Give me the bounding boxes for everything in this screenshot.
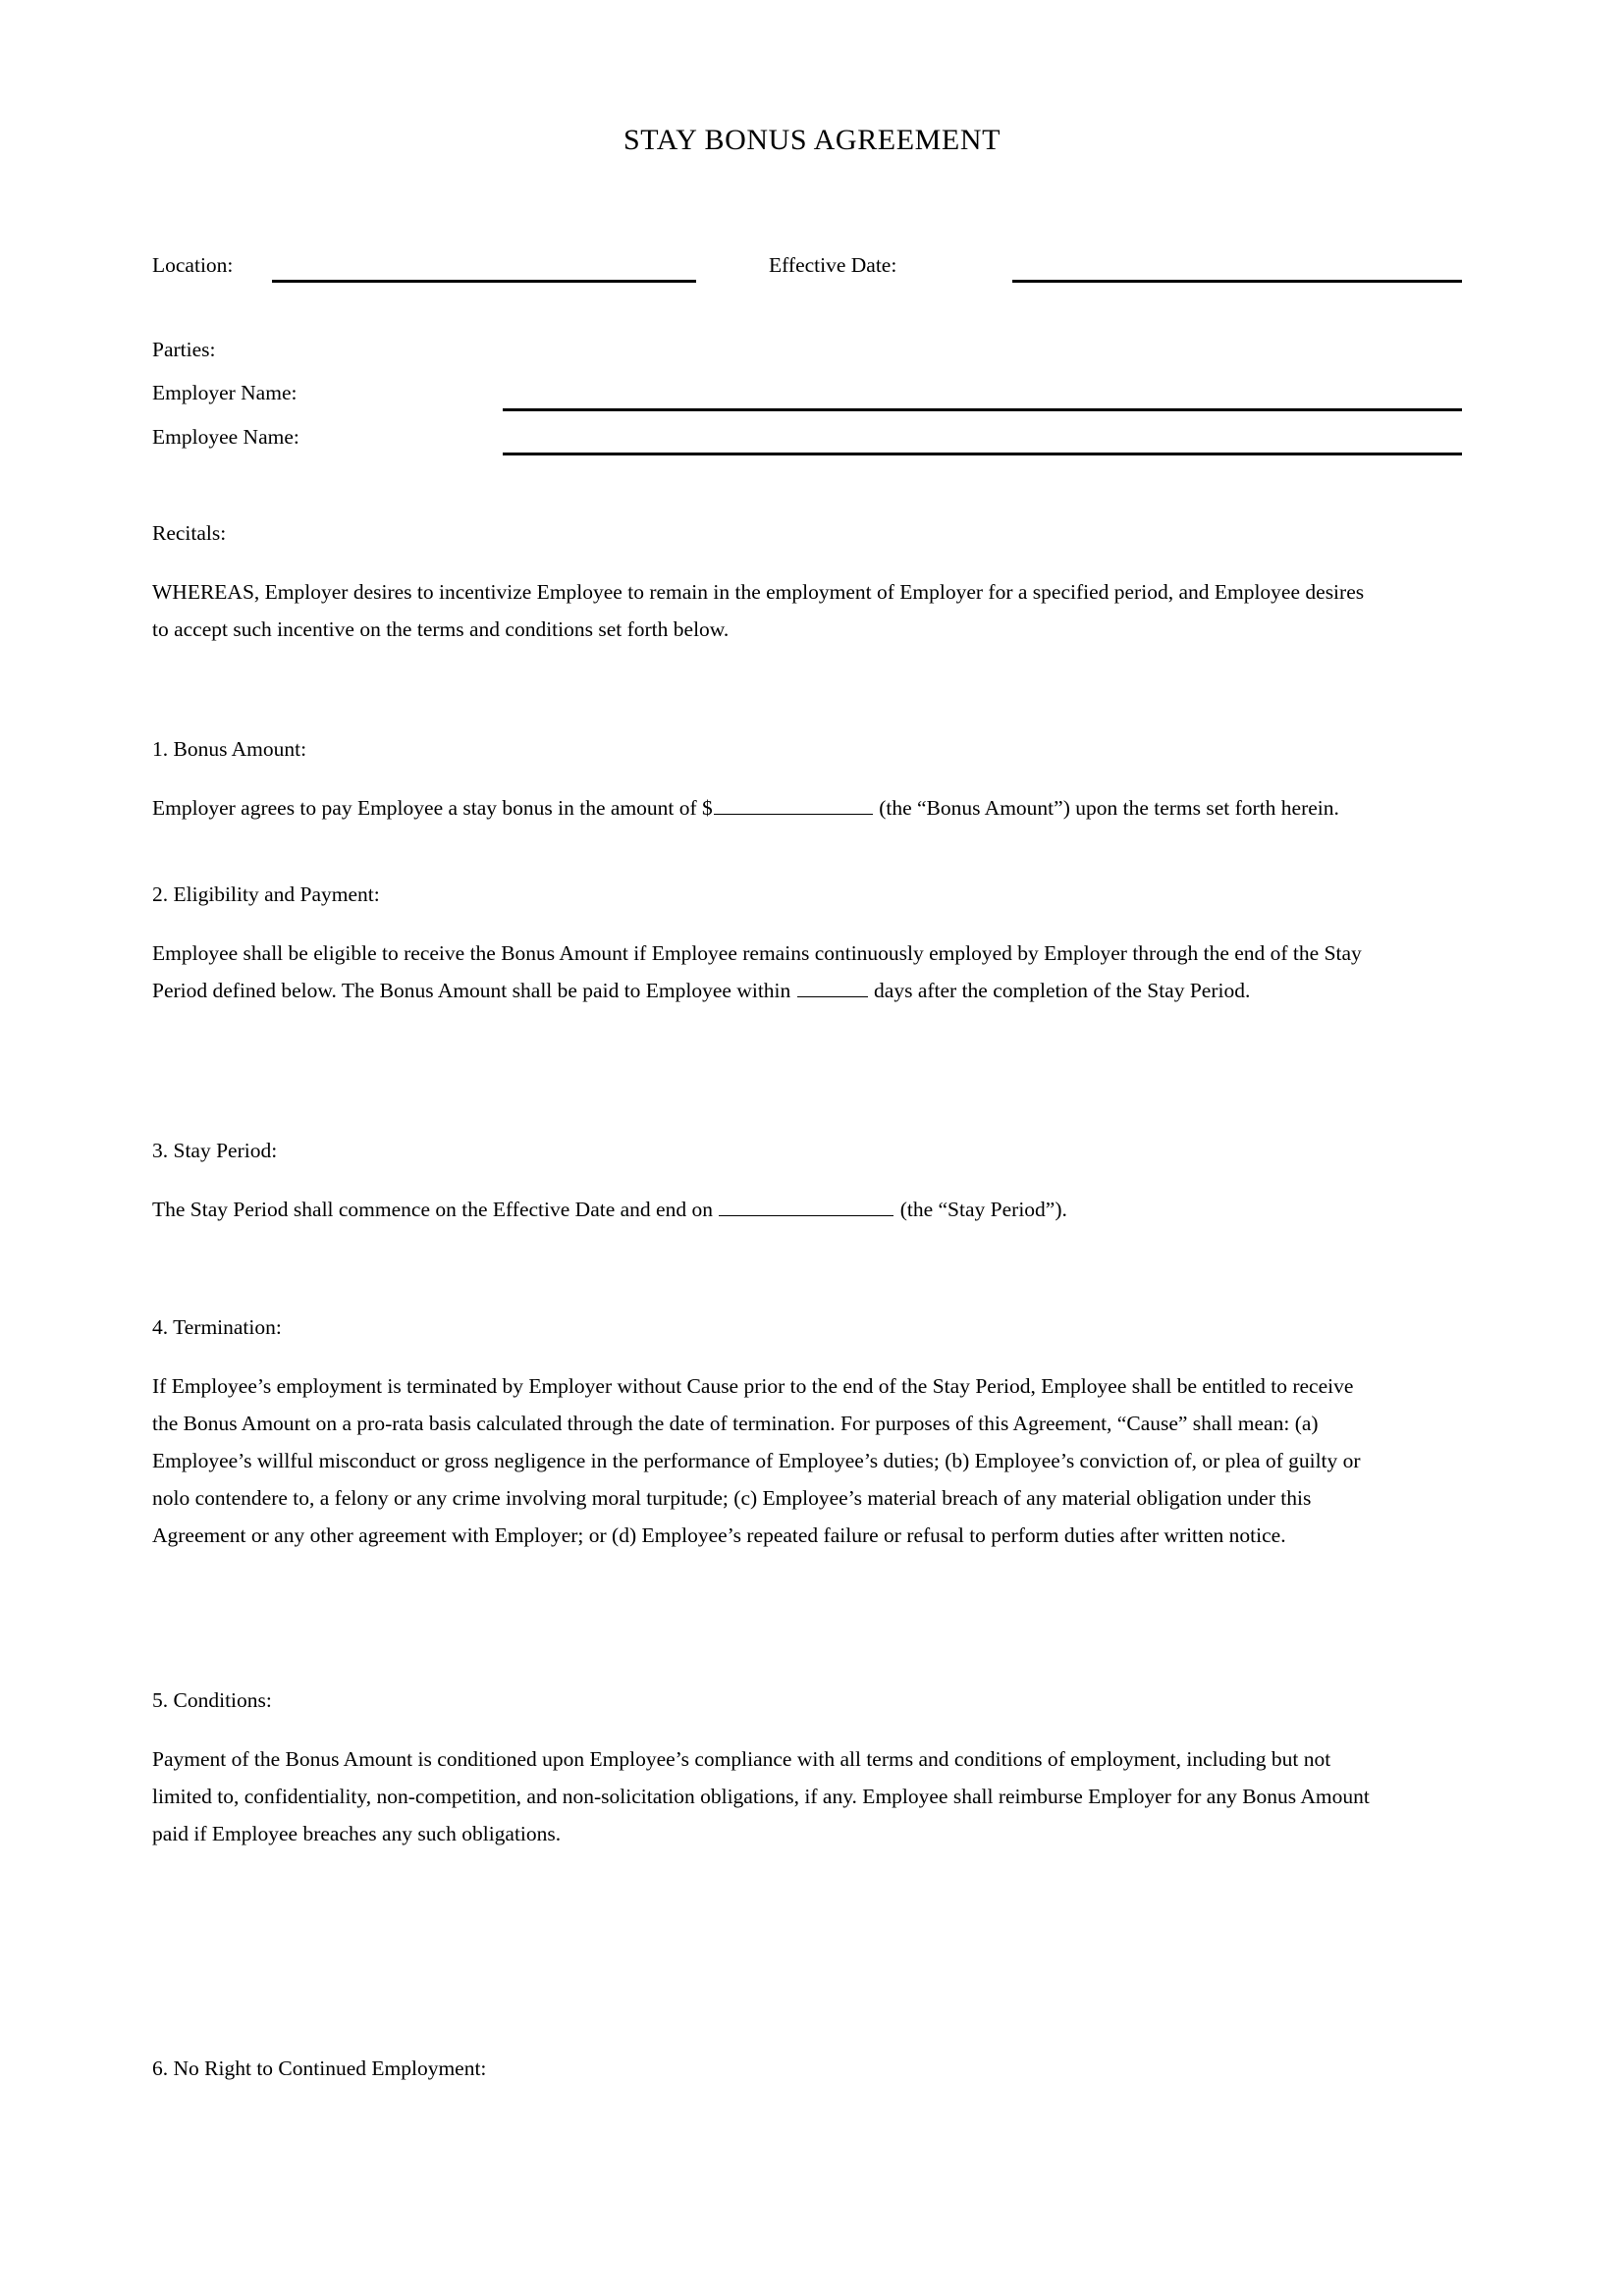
section-5-heading: 5. Conditions:	[152, 1688, 272, 1712]
section-3-body-part-1: The Stay Period shall commence on the Effective Date and end on	[152, 1198, 719, 1221]
section-1-body	[152, 789, 1380, 827]
recitals-section	[152, 514, 1461, 648]
section-4-heading: 4. Termination:	[152, 1315, 282, 1339]
section-4-body: If Employee’s employment is terminated by Employer without Cause prior to the end of the Stay Period, Employee shall be entitled to receive the Bonus Amount on a pro-rata basis calculated through the date of termination. For purposes of this Agreement, “Cause” shall mean: (a) Employee’s willful misconduct or gross negligence in the performance of Employee’s duties; (b) Employee’s conviction of, or plea of guilty or nolo contendere to, a felony or any crime involving moral turpitude; (c) Employee’s material breach of any material obligation under this Agreement or any other agreement with Employer; or (d) Employee’s repeated failure or refusal to perform duties after written notice.	[152, 1374, 1361, 1547]
page-title: STAY BONUS AGREEMENT	[623, 124, 1001, 156]
location-input-rule[interactable]	[272, 280, 696, 283]
section-1-heading: 1. Bonus Amount:	[152, 737, 307, 761]
recitals-heading: Recitals:	[152, 521, 227, 545]
effective-date-input-rule[interactable]	[1012, 280, 1462, 283]
section-3-body	[152, 1191, 1419, 1228]
employee-name-row	[0, 420, 1624, 459]
section-conditions	[152, 1682, 1461, 1852]
section-3-heading: 3. Stay Period:	[152, 1139, 278, 1162]
section-2-heading: 2. Eligibility and Payment:	[152, 882, 380, 906]
employee-name-input-rule[interactable]	[503, 453, 1462, 455]
section-stay-period	[152, 1132, 1461, 1228]
section-6-heading: 6. No Right to Continued Employment:	[152, 2056, 487, 2080]
section-no-right-continued-employment	[152, 2050, 1461, 2087]
section-bonus-amount	[152, 730, 1461, 827]
parties-section	[152, 331, 1468, 368]
employer-name-label: Employer Name:	[152, 381, 298, 404]
employer-name-input-rule[interactable]	[503, 408, 1462, 411]
section-termination	[152, 1308, 1461, 1554]
employee-name-label: Employee Name:	[152, 425, 299, 449]
section-3-body-part-2: (the “Stay Period”).	[894, 1198, 1067, 1221]
effective-date-label: Effective Date:	[769, 253, 897, 277]
location-label: Location:	[152, 253, 234, 277]
parties-heading: Parties:	[152, 338, 216, 361]
section-1-body-part-2: (the “Bonus Amount”) upon the terms set forth herein.	[873, 796, 1339, 820]
employer-name-row	[0, 376, 1624, 415]
section-2-body-part-2: days after the completion of the Stay Period.	[868, 979, 1251, 1002]
stay-period-end-blank[interactable]	[719, 1196, 893, 1216]
section-eligibility-payment	[152, 876, 1461, 1009]
recitals-body: WHEREAS, Employer desires to incentivize Employee to remain in the employment of Employer for a specified period, and Employee desires to accept such incentive on the terms and conditions set forth below.	[152, 580, 1365, 641]
section-2-body	[152, 934, 1380, 1009]
section-5-body: Payment of the Bonus Amount is conditioned upon Employee’s compliance with all terms and conditions of employment, including but not limited to, confidentiality, non-competition, and non-solicitation obligations, if any. Employee shall reimburse Employer for any Bonus Amount paid if Employee breaches any such obligations.	[152, 1747, 1370, 1845]
payment-days-blank[interactable]	[797, 977, 868, 997]
section-1-body-part-1: Employer agrees to pay Employee a stay bonus in the amount of $	[152, 796, 713, 820]
section-2-body-part-1: Employee shall be eligible to receive the Bonus Amount if Employee remains continuously employed by Employer through the end of the Stay Period defined below. The Bonus Amount shall be paid to Employee within	[152, 941, 1362, 1002]
bonus-amount-blank[interactable]	[714, 794, 873, 815]
header-fields-row	[0, 248, 1624, 288]
